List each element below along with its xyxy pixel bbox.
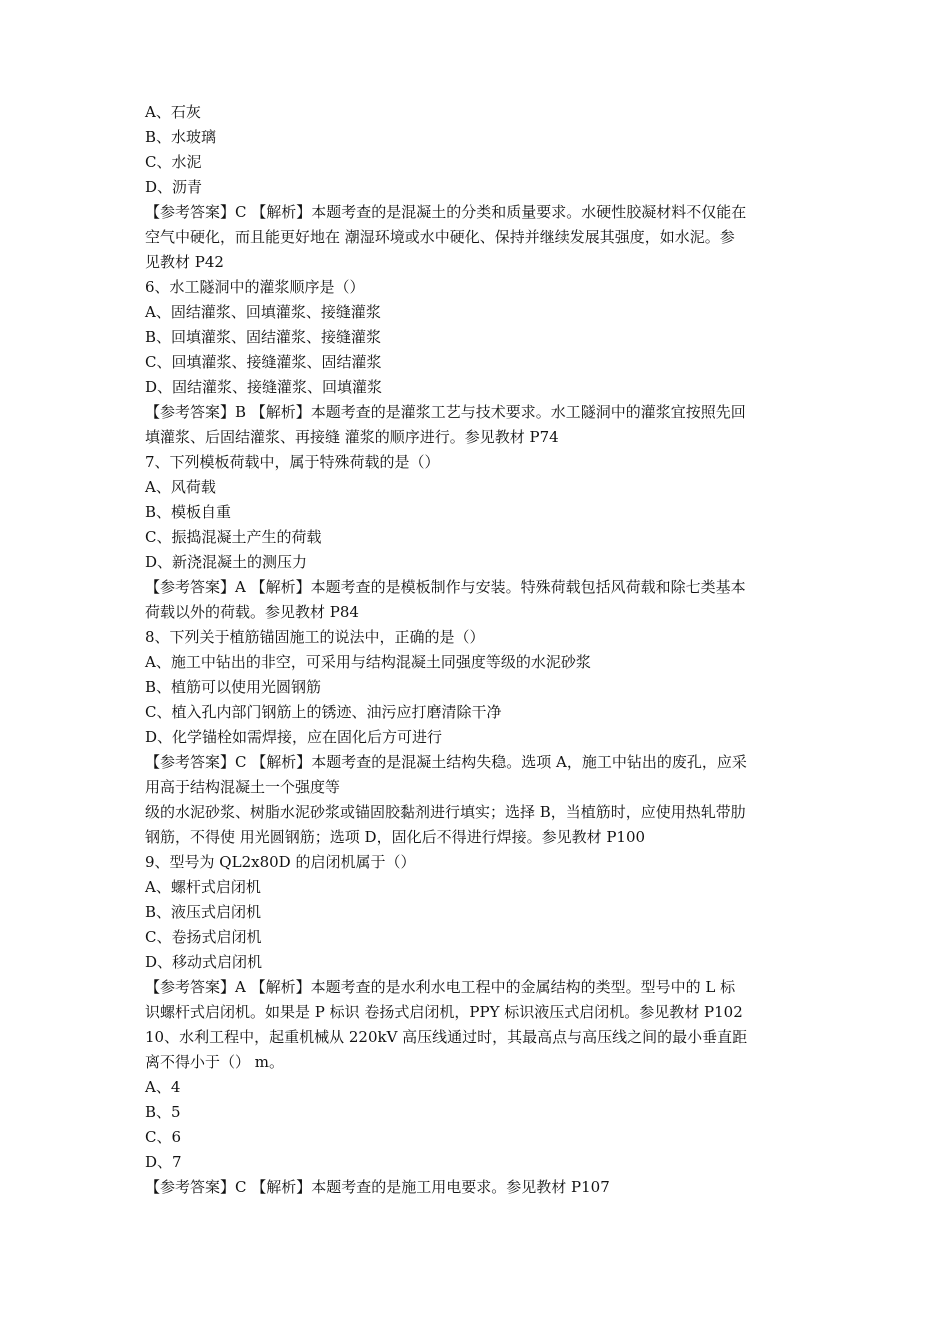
text-line: B、水玻璃 xyxy=(145,128,217,146)
text-line: D、固结灌浆、接缝灌浆、回填灌浆 xyxy=(145,378,383,396)
text-line: D、7 xyxy=(145,1153,182,1171)
text-line: D、移动式启闭机 xyxy=(145,953,263,971)
text-line: C、卷扬式启闭机 xyxy=(145,928,262,946)
text-line: 用高于结构混凝土一个强度等 xyxy=(145,778,341,796)
text-line: 识螺杆式启闭机。如果是 P 标识 卷扬式启闭机，PPY 标识液压式启闭机。参见教材 P102 xyxy=(145,1003,743,1021)
text-line: 级的水泥砂浆、树脂水泥砂浆或锚固胶黏剂进行填实；选择 B，当植筋时，应使用热轧带肋 xyxy=(145,803,746,821)
text-line: C、水泥 xyxy=(145,153,202,171)
text-line: B、模板自重 xyxy=(145,503,232,521)
text-line: B、5 xyxy=(145,1103,181,1121)
text-line: A、螺杆式启闭机 xyxy=(145,878,261,896)
text-line: A、4 xyxy=(145,1078,181,1096)
question-line: 9、型号为 QL2x80D 的启闭机属于（） xyxy=(145,853,416,871)
text-line: 填灌浆、后固结灌浆、再接缝 灌浆的顺序进行。参见教材 P74 xyxy=(145,428,559,446)
answer-line: 【参考答案】C 【解析】本题考查的是混凝土结构失稳。选项 A，施工中钻出的废孔，应采 xyxy=(145,753,747,771)
text-line: 见教材 P42 xyxy=(145,253,224,271)
text-line: 钢筋，不得使 用光圆钢筋；选项 D，固化后不得进行焊接。参见教材 P100 xyxy=(145,828,646,846)
text-line: A、施工中钻出的非空，可采用与结构混凝土同强度等级的水泥砂浆 xyxy=(145,653,591,671)
text-line: 离不得小于（） m。 xyxy=(145,1053,284,1071)
text-line: B、回填灌浆、固结灌浆、接缝灌浆 xyxy=(145,328,382,346)
text-line: 荷载以外的荷载。参见教材 P84 xyxy=(145,603,359,621)
text-line: B、植筋可以使用光圆钢筋 xyxy=(145,678,322,696)
text-line: C、6 xyxy=(145,1128,182,1146)
text-line: A、固结灌浆、回填灌浆、接缝灌浆 xyxy=(145,303,381,321)
answer-line: 【参考答案】B 【解析】本题考查的是灌浆工艺与技术要求。水工隧洞中的灌浆宜按照先回 xyxy=(145,403,746,421)
text-line: 空气中硬化，而且能更好地在 潮湿环境或水中硬化、保持并继续发展其强度，如水泥。参 xyxy=(145,228,735,246)
question-line: 7、下列模板荷载中，属于特殊荷载的是（） xyxy=(145,453,440,471)
text-line: C、回填灌浆、接缝灌浆、固结灌浆 xyxy=(145,353,382,371)
answer-line: 【参考答案】C 【解析】本题考查的是混凝土的分类和质量要求。水硬性胶凝材料不仅能在 xyxy=(145,203,747,221)
answer-line: 【参考答案】A 【解析】本题考查的是水利水电工程中的金属结构的类型。型号中的 L 标 xyxy=(145,978,736,996)
document-page xyxy=(145,100,815,1200)
question-line: 8、下列关于植筋锚固施工的说法中，正确的是（） xyxy=(145,628,485,646)
text-line: C、植入孔内部门钢筋上的锈迹、油污应打磨清除干净 xyxy=(145,703,502,721)
question-line: 6、水工隧洞中的灌浆顺序是（） xyxy=(145,278,365,296)
answer-line: 【参考答案】C 【解析】本题考查的是施工用电要求。参见教材 P107 xyxy=(145,1178,610,1196)
text-line: D、新浇混凝土的测压力 xyxy=(145,553,308,571)
text-line: D、沥青 xyxy=(145,178,203,196)
text-line: C、振捣混凝土产生的荷载 xyxy=(145,528,322,546)
answer-line: 【参考答案】A 【解析】本题考查的是模板制作与安装。特殊荷载包括风荷载和除七类基本 xyxy=(145,578,746,596)
text-line: A、风荷载 xyxy=(145,478,216,496)
text-line: B、液压式启闭机 xyxy=(145,903,262,921)
text-line: D、化学锚栓如需焊接，应在固化后方可进行 xyxy=(145,728,443,746)
question-line: 10、水利工程中，起重机械从 220kV 高压线通过时，其最高点与高压线之间的最小垂直距 xyxy=(145,1028,748,1046)
text-line: A、石灰 xyxy=(145,103,201,121)
